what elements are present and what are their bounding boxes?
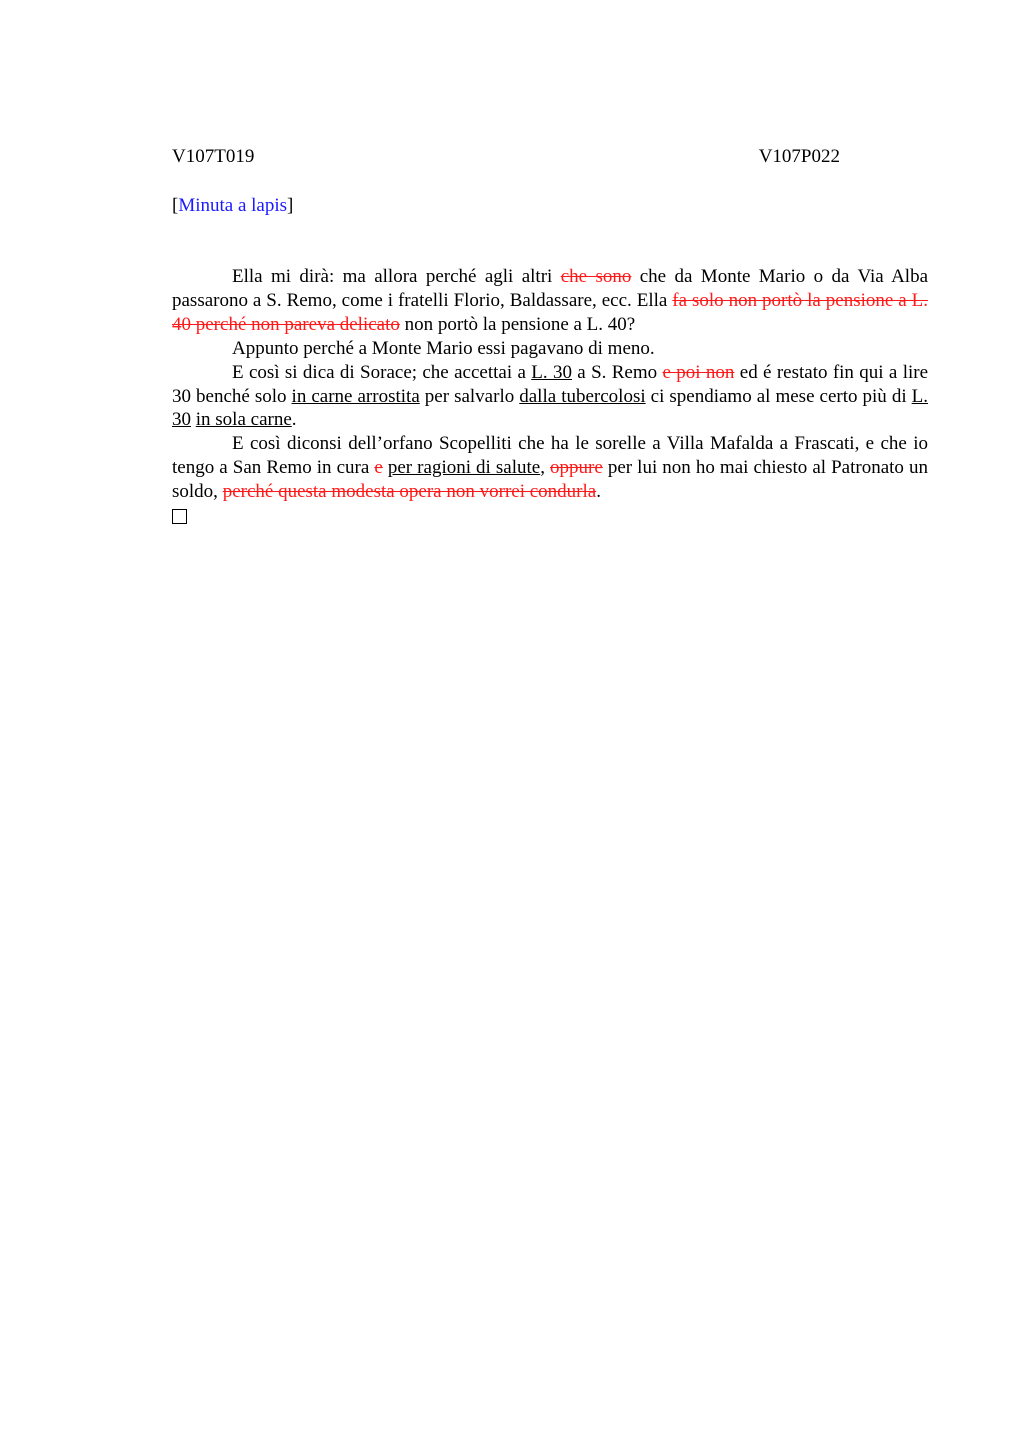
text-run: non portò la pensione a L. 40? [399, 313, 636, 335]
deleted-text: oppure [550, 457, 603, 479]
underlined-text: L. 30 [172, 385, 928, 431]
paragraph-3 [172, 361, 928, 433]
text-run: che da Monte Mario o da Via Alba passarono a S. Remo, come i fratelli Florio, Baldassare, ecc. Ella [172, 266, 929, 311]
underlined-text: in carne arrostita [291, 385, 420, 407]
text-run: Appunto perché a Monte Mario essi pagavano di meno. [232, 337, 655, 359]
letter-body [172, 265, 928, 524]
text-run: , [540, 457, 551, 479]
paragraph-4 [172, 432, 928, 504]
deleted-text: e [374, 457, 383, 479]
underlined-text: L. 30 [531, 361, 572, 383]
text-run: a S. Remo [571, 361, 663, 383]
deleted-text: e poi non [662, 361, 735, 383]
text-run: ed é restato fin qui a lire 30 benché solo [172, 361, 929, 407]
text-run: . [291, 409, 297, 431]
editorial-note [172, 194, 293, 218]
text-run: E così si dica di Sorace; che accettai a [232, 361, 532, 383]
text-run: ci spendiamo al mese certo più di [645, 385, 912, 407]
text-run: per salvarlo [419, 385, 520, 407]
note-close-bracket: ] [287, 195, 294, 216]
deleted-text: che sono [560, 266, 632, 287]
paragraph-2 [172, 337, 928, 361]
note-open-bracket: [ [172, 195, 179, 216]
text-run: per lui non ho mai chiesto al Patronato un soldo, [172, 457, 928, 503]
text-run: E così diconsi dell’orfano Scopelliti che ha le sorelle a Villa Mafalda a Frascati, e che io tengo a San Remo in cura [172, 433, 928, 479]
paragraph-1 [172, 265, 928, 337]
deleted-text: perché questa modesta opera non vorrei condurla [222, 481, 597, 503]
text-run: . [596, 481, 601, 503]
text-run: Ella mi dirà: ma allora perché agli altri [232, 266, 561, 287]
left-code: V107T019 [172, 146, 255, 167]
underlined-text: in sola carne [195, 409, 292, 431]
checkbox-square-icon [172, 509, 187, 524]
deleted-text: fa solo non portò la pensione a L. 40 perché non pareva delicato [172, 289, 928, 335]
underlined-text: per ragioni di salute [387, 457, 541, 479]
note-label: Minuta a lapis [178, 195, 288, 216]
right-code: V107P022 [758, 146, 840, 167]
underlined-text: dalla tubercolosi [519, 385, 646, 407]
document-header [172, 145, 840, 169]
